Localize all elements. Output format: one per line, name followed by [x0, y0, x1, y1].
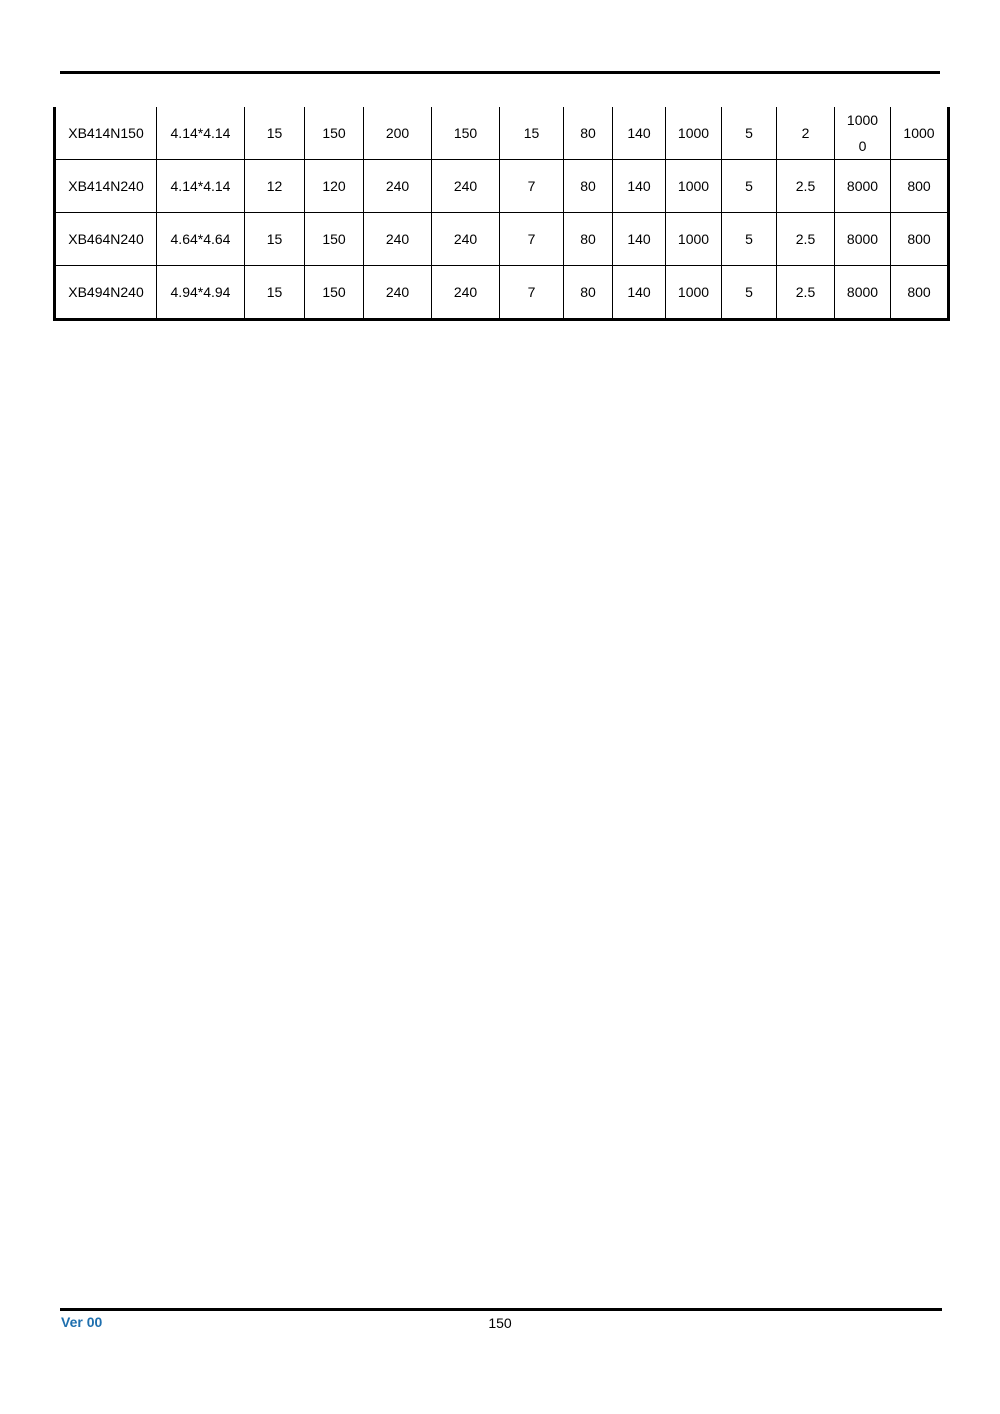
table-cell: 150	[305, 107, 364, 160]
table-cell: 240	[432, 213, 500, 266]
table-cell: 140	[613, 266, 666, 320]
table-cell: XB414N240	[55, 160, 157, 213]
table-cell: 4.94*4.94	[157, 266, 245, 320]
table-cell: 8000	[835, 266, 891, 320]
table-cell: 2.5	[777, 213, 835, 266]
table-cell: 8000	[835, 160, 891, 213]
table-cell: 7	[500, 160, 564, 213]
table-cell: 7	[500, 266, 564, 320]
table-cell: 15	[500, 107, 564, 160]
table-row	[55, 160, 949, 213]
table-cell: 5	[722, 160, 777, 213]
table-cell: 240	[432, 266, 500, 320]
table-cell: 80	[564, 160, 613, 213]
footer-rule	[60, 1308, 942, 1311]
table-row	[55, 266, 949, 320]
table-cell: 1000	[666, 160, 722, 213]
header-rule	[60, 71, 940, 74]
table-cell: 240	[364, 160, 432, 213]
table-cell: 2	[777, 107, 835, 160]
table-cell: 80	[564, 266, 613, 320]
table-cell: 7	[500, 213, 564, 266]
table-cell: 5	[722, 213, 777, 266]
table-cell: 12	[245, 160, 305, 213]
table-cell: 240	[364, 213, 432, 266]
table-cell: 2.5	[777, 266, 835, 320]
table-cell: 150	[305, 213, 364, 266]
table-cell: XB494N240	[55, 266, 157, 320]
table-cell: 5	[722, 107, 777, 160]
table-cell: 4.14*4.14	[157, 107, 245, 160]
table-cell: XB464N240	[55, 213, 157, 266]
table-cell: 1000	[666, 213, 722, 266]
table-cell: 140	[613, 107, 666, 160]
table-cell: 80	[564, 107, 613, 160]
table-cell: 4.64*4.64	[157, 213, 245, 266]
table-cell: XB414N150	[55, 107, 157, 160]
table-row	[55, 107, 949, 160]
table-cell: 800	[891, 160, 949, 213]
page-number: 150	[488, 1315, 512, 1331]
spec-table	[53, 107, 950, 321]
table-cell: 140	[613, 160, 666, 213]
table-cell: 140	[613, 213, 666, 266]
table-cell: 150	[305, 266, 364, 320]
table-cell: 800	[891, 213, 949, 266]
table-cell: 1000	[666, 266, 722, 320]
table-cell-text: 10000	[846, 112, 879, 154]
table-cell: 5	[722, 266, 777, 320]
table-cell: 1000	[891, 107, 949, 160]
table-cell: 2.5	[777, 160, 835, 213]
table-cell	[835, 107, 891, 160]
table-cell: 4.14*4.14	[157, 160, 245, 213]
table-cell: 800	[891, 266, 949, 320]
table-cell: 240	[432, 160, 500, 213]
table-cell: 15	[245, 107, 305, 160]
table-cell: 1000	[666, 107, 722, 160]
table-cell: 15	[245, 213, 305, 266]
table-cell: 200	[364, 107, 432, 160]
table-cell: 15	[245, 266, 305, 320]
table-cell: 120	[305, 160, 364, 213]
table-row	[55, 213, 949, 266]
table-cell: 150	[432, 107, 500, 160]
table-cell: 240	[364, 266, 432, 320]
table-cell: 80	[564, 213, 613, 266]
table-cell: 8000	[835, 213, 891, 266]
footer-version: Ver 00	[61, 1314, 103, 1330]
